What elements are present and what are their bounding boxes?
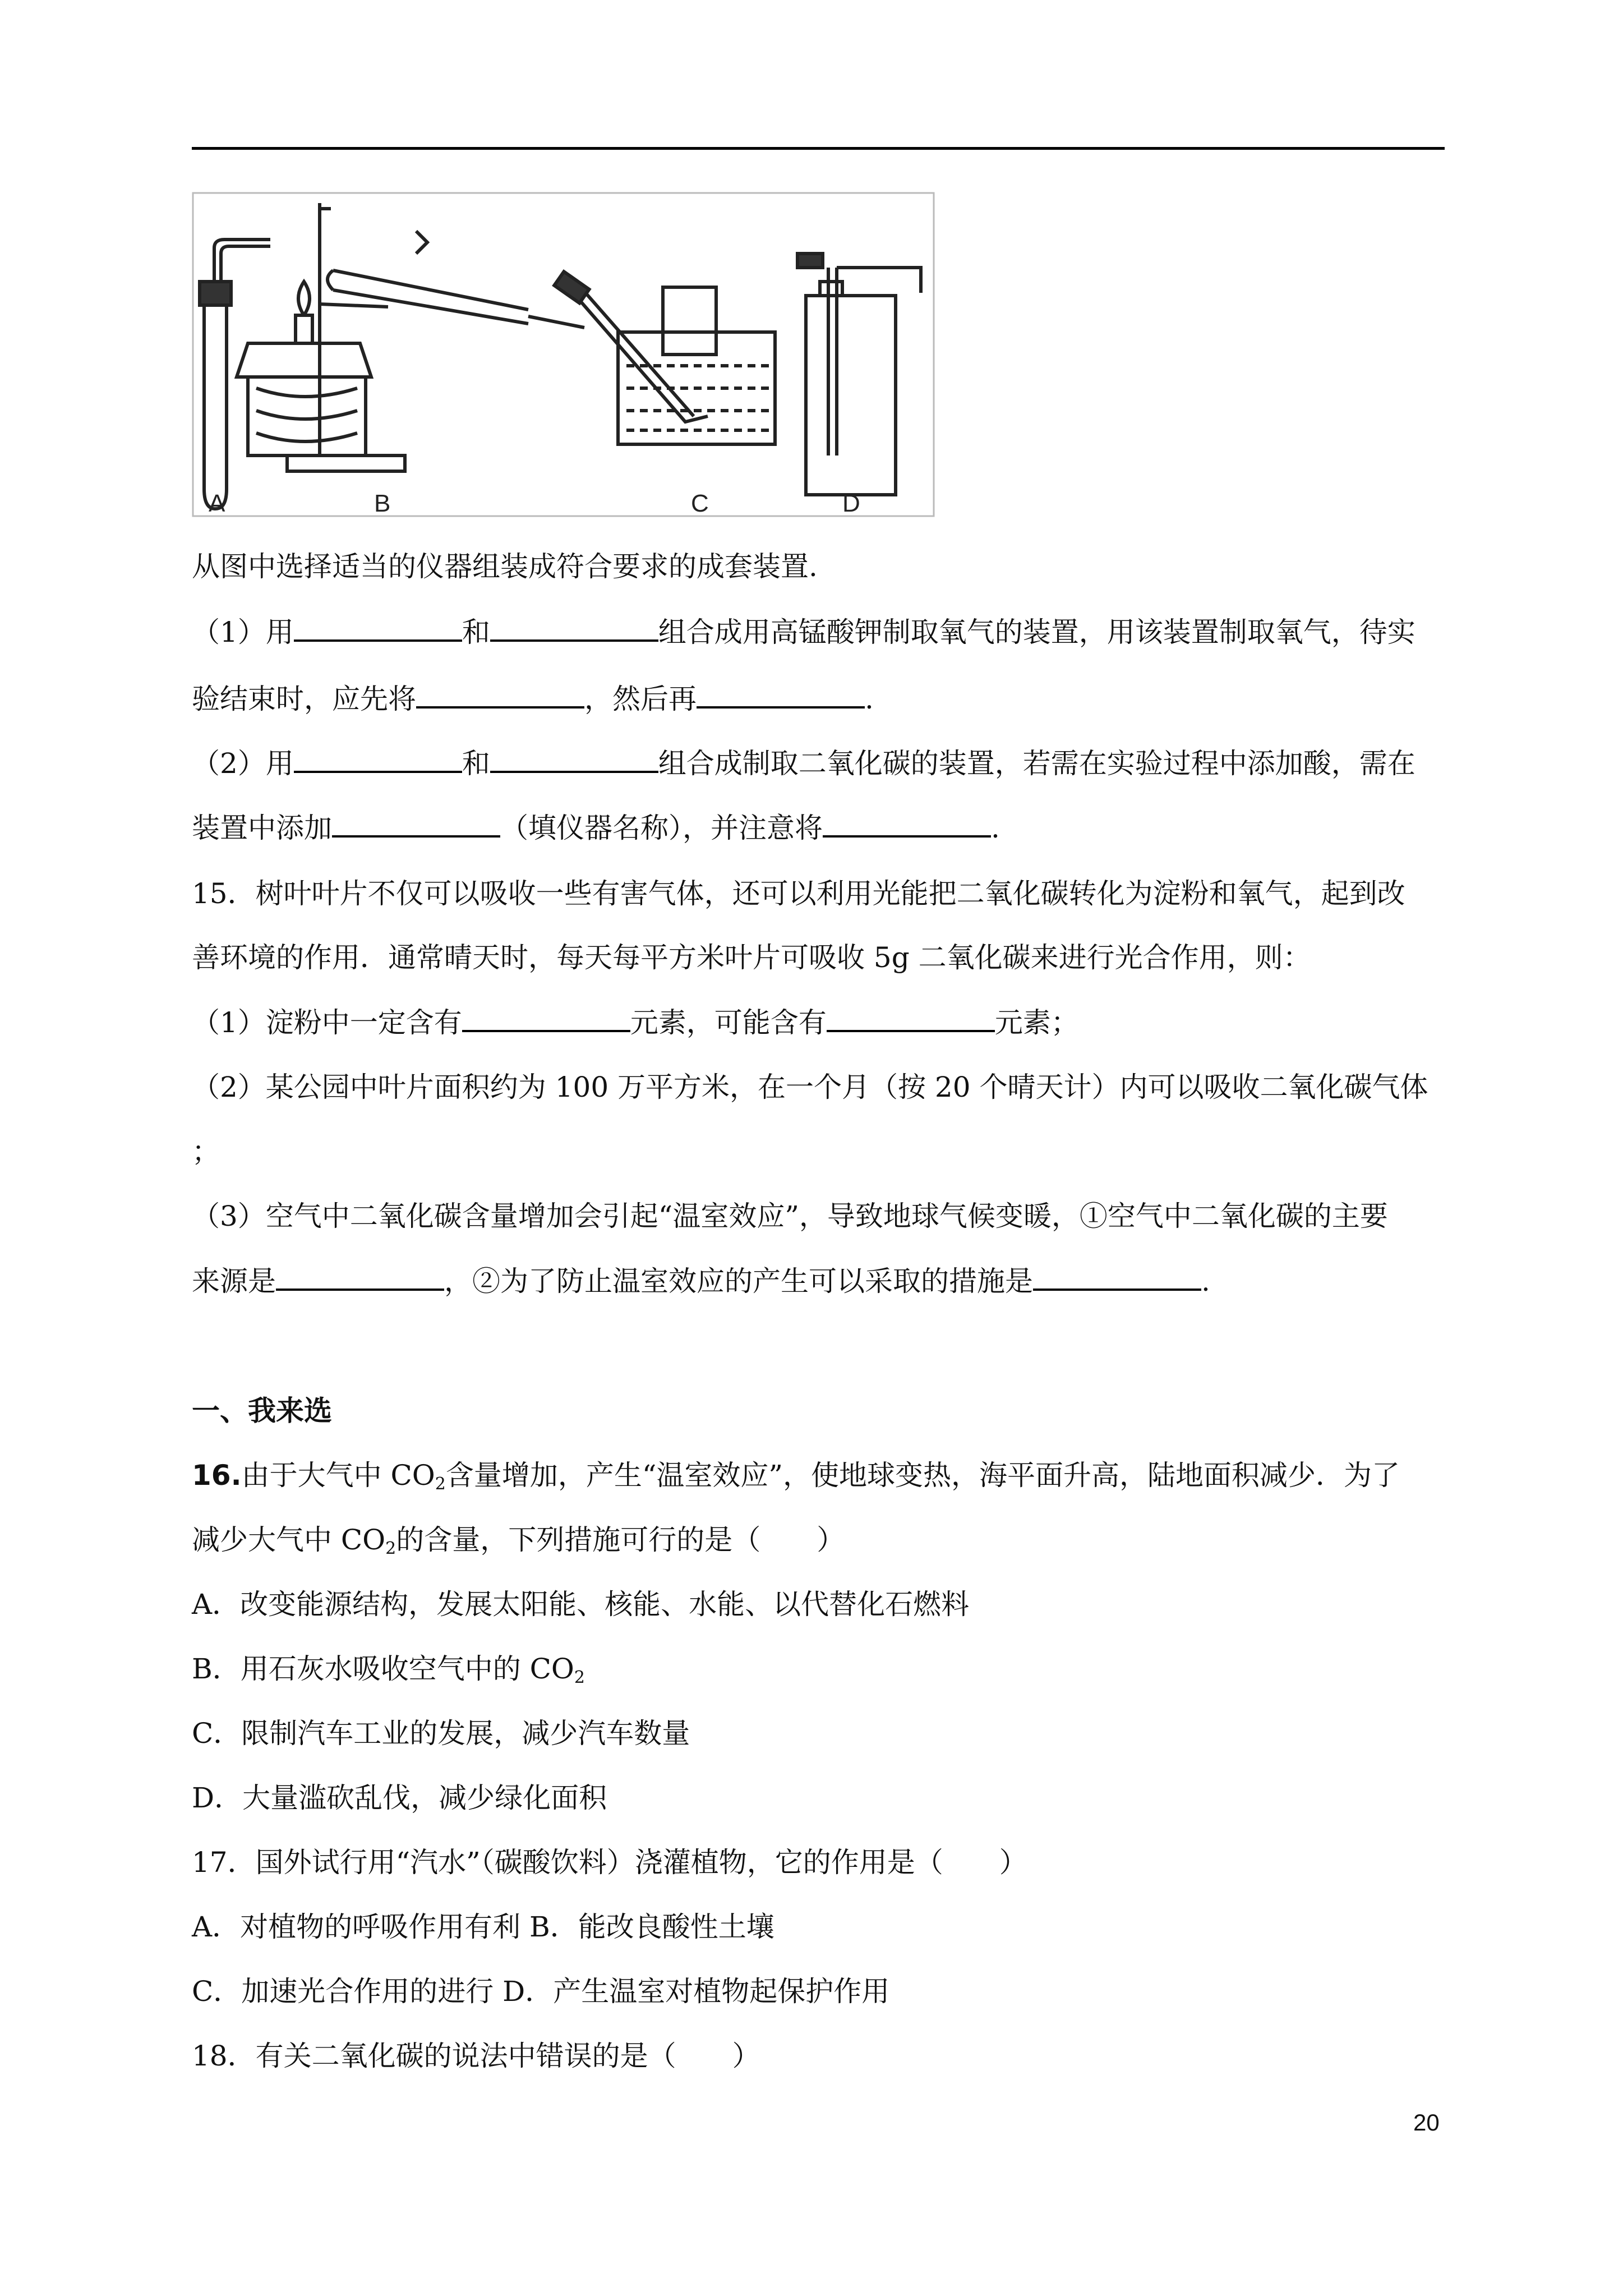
q14-p1-c: 组合成用高锰酸钾制取氧气的装置，用该装置制取氧气，待实 [658, 616, 1415, 648]
q17-options-ab: A．对植物的呼吸作用有利 B．能改良酸性土壤 [192, 1911, 774, 1943]
q15-p3-d: . [1201, 1265, 1210, 1297]
section-heading: 一、我来选 [192, 1395, 332, 1427]
subscript-2: 2 [385, 1539, 396, 1558]
answer-blank[interactable] [490, 746, 658, 773]
q14-p1-a: （1）用 [192, 616, 294, 648]
subscript-2: 2 [435, 1474, 446, 1494]
q17-options-cd: C．加速光合作用的进行 D．产生温室对植物起保护作用 [192, 1975, 890, 2008]
intro-text: 从图中选择适当的仪器组装成符合要求的成套装置. [192, 550, 818, 583]
answer-blank[interactable] [697, 682, 865, 708]
q15-part1 [192, 1005, 1079, 1039]
answer-blank[interactable] [294, 615, 462, 642]
q15-p1-c: 元素； [994, 1006, 1079, 1039]
q14-p1-e: ，然后再 [584, 683, 697, 715]
q16-number: 16. [192, 1459, 242, 1492]
q14-part2-line2 [192, 811, 1000, 845]
q16-stem-line2 [192, 1523, 845, 1557]
answer-blank[interactable] [276, 1264, 444, 1291]
q16-stem1-b: 含量增加，产生“温室效应”，使地球变热，海平面升高，陆地面积减少．为了 [445, 1459, 1400, 1492]
apparatus-a-test-tube [200, 240, 270, 509]
answer-blank[interactable] [294, 746, 462, 773]
q14-p2-f: . [991, 812, 1000, 844]
apparatus-c-water-collection [554, 272, 775, 444]
answer-blank[interactable] [332, 811, 500, 838]
q14-p1-f: . [865, 683, 874, 715]
q16-option-a: A．改变能源结构，发展太阳能、核能、水能、以代替化石燃料 [192, 1588, 970, 1621]
q14-p2-e: （填仪器名称），并注意将 [500, 812, 823, 844]
q16-stem2-a: 减少大气中 CO [192, 1524, 386, 1556]
label-a: A [209, 490, 225, 517]
subscript-2: 2 [574, 1668, 585, 1687]
label-d: D [842, 490, 860, 517]
q14-p2-a: （2）用 [192, 747, 294, 780]
q15-part2-line1: （2）某公园中叶片面积约为 100 万平方米，在一个月（按 20 个晴天计）内可以吸收二氧化碳气体 [192, 1071, 1428, 1103]
q14-part1-line1 [192, 615, 1415, 649]
q14-p1-b: 和 [462, 616, 490, 648]
q14-part2-line1 [192, 746, 1415, 780]
q14-part1-line2 [192, 682, 874, 716]
q15-part2-line2: ； [192, 1135, 220, 1168]
q16-stem1-a: 由于大气中 CO [241, 1459, 435, 1492]
answer-blank[interactable] [490, 615, 658, 642]
label-c: C [691, 490, 709, 517]
q15-p1-b: 元素，可能含有 [630, 1006, 827, 1039]
apparatus-d-collecting-bottle [797, 254, 921, 495]
label-b: B [374, 490, 391, 517]
q15-p1-a: （1）淀粉中一定含有 [192, 1006, 462, 1039]
q18-stem: 18．有关二氧化碳的说法中错误的是（ ） [192, 2040, 760, 2072]
q15-stem-line2: 善环境的作用．通常晴天时，每天每平方米叶片可吸收 5g 二氧化碳来进行光合作用，则： [192, 941, 1311, 974]
answer-blank[interactable] [462, 1005, 630, 1032]
q14-p1-d: 验结束时，应先将 [192, 683, 416, 715]
q15-stem-line1: 15．树叶叶片不仅可以吸收一些有害气体，还可以利用光能把二氧化碳转化为淀粉和氧气，起到改 [192, 877, 1405, 910]
q17-stem: 17．国外试行用“汽水”（碳酸饮料）浇灌植物，它的作用是（ ） [192, 1846, 1027, 1879]
q15-part3-line2 [192, 1264, 1210, 1298]
q16-option-b-text: B．用石灰水吸收空气中的 CO [192, 1653, 574, 1685]
q16-stem2-b: 的含量，下列措施可行的是（ ） [396, 1524, 845, 1556]
header-rule [192, 147, 1445, 150]
q16-option-d: D．大量滥砍乱伐，减少绿化面积 [192, 1782, 607, 1814]
answer-blank[interactable] [827, 1005, 995, 1032]
q15-p3-c: ，②为了防止温室效应的产生可以采取的措施是 [444, 1265, 1033, 1297]
answer-blank[interactable] [823, 811, 991, 838]
q15-part3-line1: （3）空气中二氧化碳含量增加会引起“温室效应”，导致地球气候变暖，①空气中二氧化碳的主要 [192, 1200, 1388, 1232]
page-number: 20 [1413, 2109, 1440, 2136]
q15-p3-b: 来源是 [192, 1265, 276, 1297]
q16-option-c: C．限制汽车工业的发展，减少汽车数量 [192, 1717, 690, 1750]
q14-p2-c: 组合成制取二氧化碳的装置，若需在实验过程中添加酸，需在 [658, 747, 1415, 780]
q16-stem-line1 [192, 1458, 1400, 1492]
answer-blank[interactable] [416, 682, 584, 708]
apparatus-b-heating-setup [237, 203, 584, 471]
q14-p2-b: 和 [462, 747, 490, 780]
q16-option-b [192, 1652, 585, 1686]
apparatus-figure [192, 192, 935, 517]
answer-blank[interactable] [1033, 1264, 1201, 1291]
q14-p2-d: 装置中添加 [192, 812, 332, 844]
